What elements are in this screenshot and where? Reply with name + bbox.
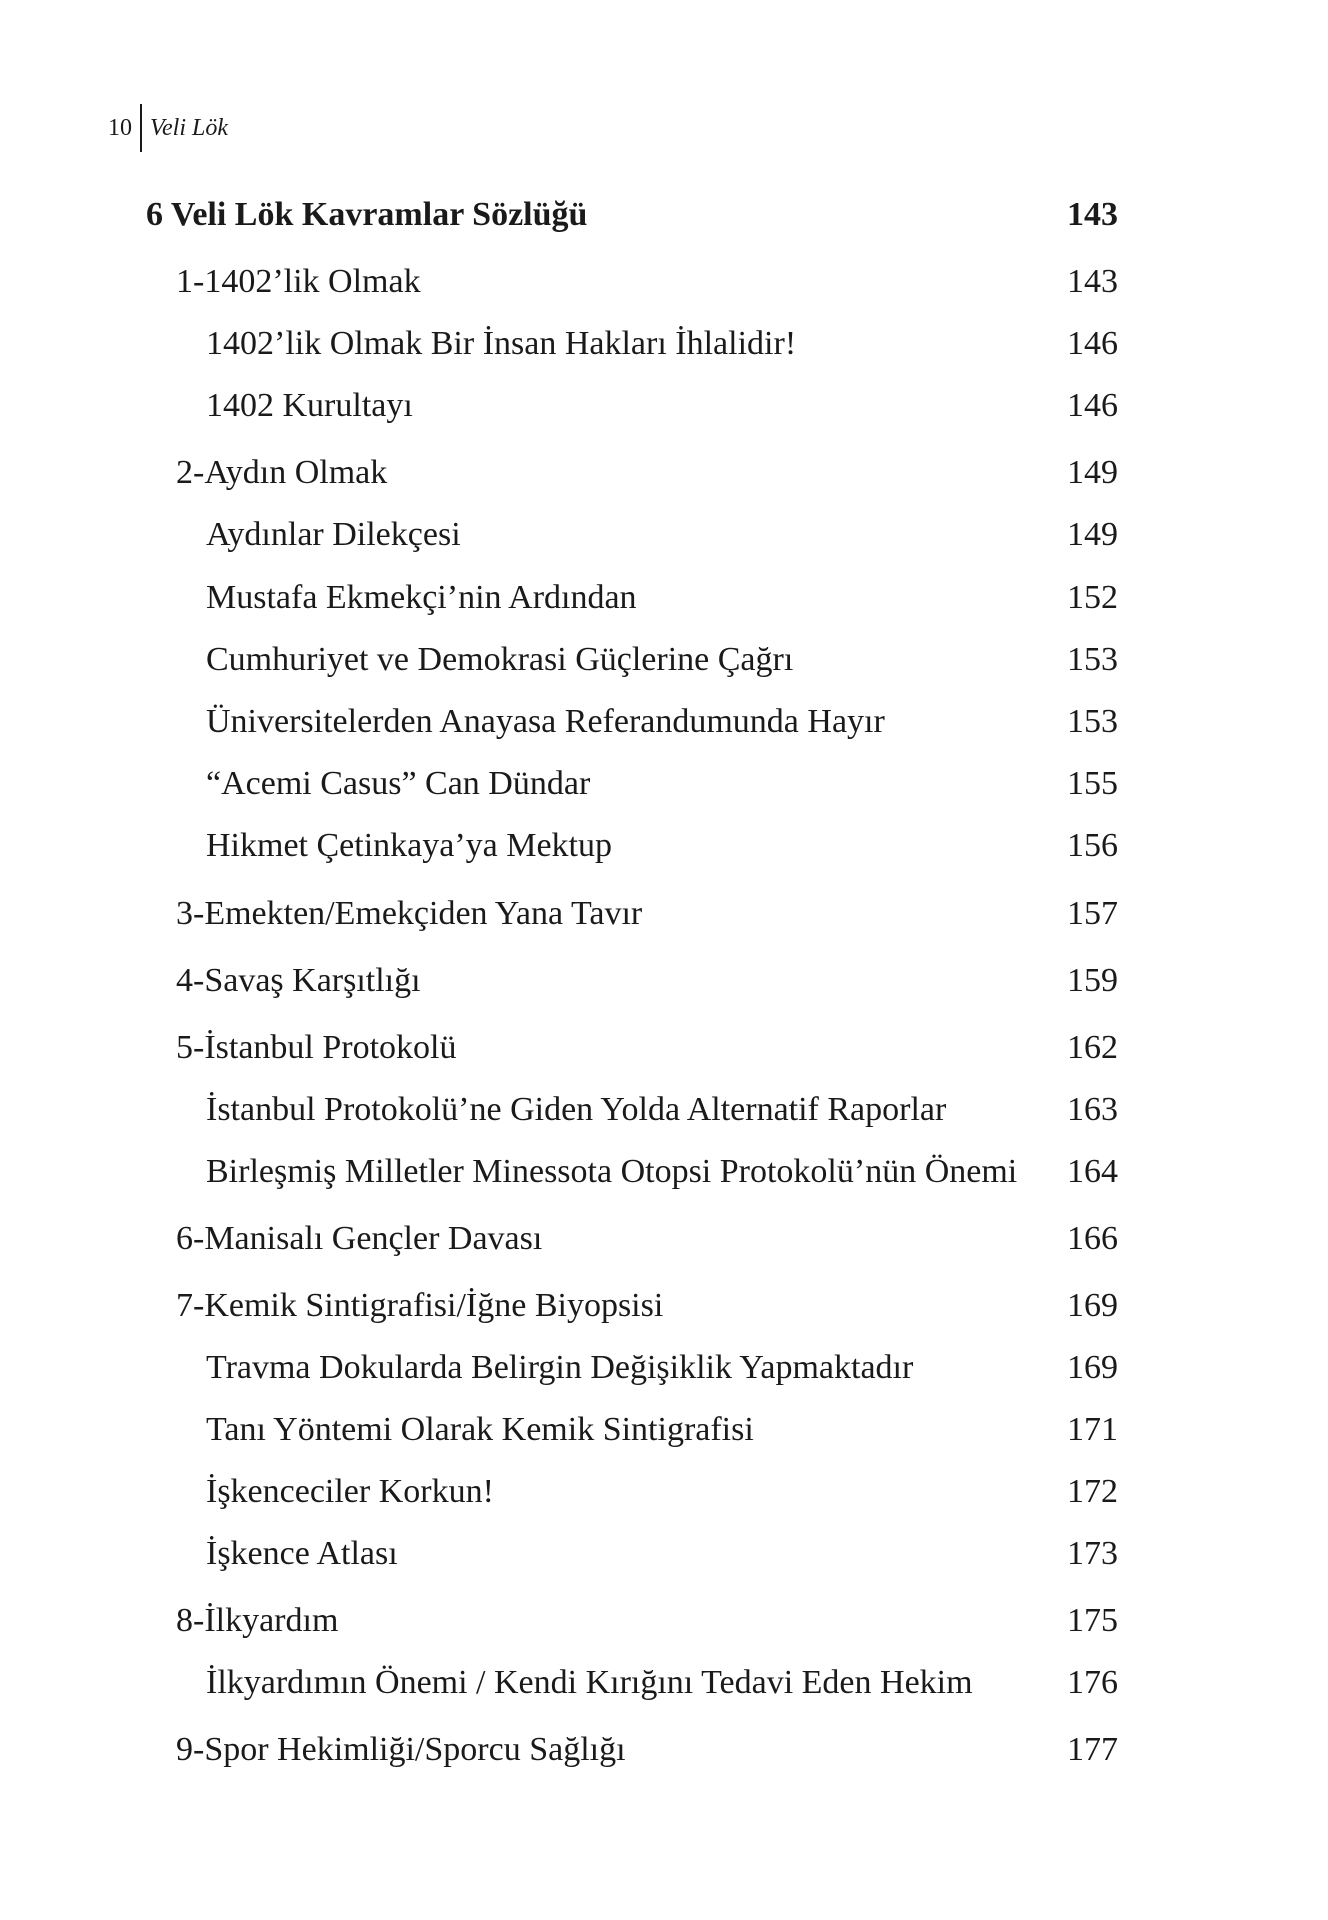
toc-entry-page: 159 <box>1067 962 1118 999</box>
toc-entry <box>0 1598 1328 1644</box>
toc-entry <box>0 699 1328 745</box>
toc-entry-title: İstanbul Protokolü’ne Giden Yolda Alternatif Raporlar <box>206 1091 947 1128</box>
page-number: 10 <box>108 114 132 141</box>
toc-entry-title: 1-1402’lik Olmak <box>176 263 421 300</box>
toc-entry-page: 169 <box>1067 1349 1118 1386</box>
toc-entry <box>0 823 1328 869</box>
toc-entry-title: 1402’lik Olmak Bir İnsan Hakları İhlalidir! <box>206 325 797 362</box>
toc-entry-title: Üniversitelerden Anayasa Referandumunda Hayır <box>206 703 885 740</box>
toc-entry-page: 153 <box>1067 641 1118 678</box>
toc-entry-title: İşkenceciler Korkun! <box>206 1473 494 1510</box>
toc-entry-title: İlkyardımın Önemi / Kendi Kırığını Tedavi Eden Hekim <box>206 1664 973 1701</box>
toc-entry-page: 164 <box>1067 1153 1118 1190</box>
toc-entry-title: İşkence Atlası <box>206 1535 398 1572</box>
toc-entry-page: 176 <box>1067 1664 1118 1701</box>
toc-entry <box>0 1025 1328 1071</box>
toc-entry-page: 153 <box>1067 703 1118 740</box>
toc-entry <box>0 1469 1328 1515</box>
toc-entry-title: 7-Kemik Sintigrafisi/İğne Biyopsisi <box>176 1287 664 1324</box>
toc-entry-title: 5-İstanbul Protokolü <box>176 1029 457 1066</box>
toc-entry-page: 172 <box>1067 1473 1118 1510</box>
toc-entry-page: 175 <box>1067 1602 1118 1639</box>
toc-entry <box>0 383 1328 429</box>
running-header <box>108 104 228 152</box>
toc-entry <box>0 1727 1328 1773</box>
toc-entry <box>0 575 1328 621</box>
toc-entry-title: Birleşmiş Milletler Minessota Otopsi Protokolü’nün Önemi <box>206 1153 1018 1190</box>
toc-entry-title: Cumhuriyet ve Demokrasi Güçlerine Çağrı <box>206 641 794 678</box>
toc-entry <box>0 450 1328 496</box>
toc-entry-page: 152 <box>1067 579 1118 616</box>
toc-entry <box>0 1087 1328 1133</box>
toc-entry-page: 171 <box>1067 1411 1118 1448</box>
toc-entry-page: 157 <box>1067 895 1118 932</box>
toc-entry-page: 163 <box>1067 1091 1118 1128</box>
toc-entry-page: 149 <box>1067 454 1118 491</box>
toc-entry <box>0 1531 1328 1577</box>
toc-entry <box>0 321 1328 367</box>
toc-entry-page: 169 <box>1067 1287 1118 1324</box>
toc-entry-title: 1402 Kurultayı <box>206 387 413 424</box>
toc-entry-title: 6-Manisalı Gençler Davası <box>176 1220 543 1257</box>
toc-entry <box>0 1149 1328 1195</box>
toc-entry-page: 143 <box>1067 263 1118 300</box>
toc-entry-page: 156 <box>1067 827 1118 864</box>
toc-entry-title: Hikmet Çetinkaya’ya Mektup <box>206 827 613 864</box>
toc-entry-page: 177 <box>1067 1731 1118 1768</box>
toc-entry <box>0 512 1328 558</box>
toc-entry-page: 143 <box>1067 196 1118 233</box>
toc-entry-title: Tanı Yöntemi Olarak Kemik Sintigrafisi <box>206 1411 754 1448</box>
toc-entry-title: Travma Dokularda Belirgin Değişiklik Yapmaktadır <box>206 1349 914 1386</box>
toc-entry-title: 9-Spor Hekimliği/Sporcu Sağlığı <box>176 1731 626 1768</box>
toc-entry <box>0 1345 1328 1391</box>
toc-entry <box>0 192 1328 238</box>
toc-entry-page: 146 <box>1067 325 1118 362</box>
toc-entry-page: 155 <box>1067 765 1118 802</box>
toc-entry <box>0 891 1328 937</box>
toc-entry-title: Mustafa Ekmekçi’nin Ardından <box>206 579 637 616</box>
toc-entry <box>0 761 1328 807</box>
toc-entry-title: Aydınlar Dilekçesi <box>206 516 461 553</box>
toc-entry <box>0 1283 1328 1329</box>
running-header-author: Veli Lök <box>150 114 228 141</box>
toc-entry-page: 173 <box>1067 1535 1118 1572</box>
toc-entry <box>0 1216 1328 1262</box>
toc-entry-page: 149 <box>1067 516 1118 553</box>
toc-entry-title: 3-Emekten/Emekçiden Yana Tavır <box>176 895 643 932</box>
toc-entry <box>0 1407 1328 1453</box>
toc-entry-title: “Acemi Casus” Can Dündar <box>206 765 591 802</box>
toc-entry <box>0 958 1328 1004</box>
toc-entry-page: 162 <box>1067 1029 1118 1066</box>
toc-entry-page: 166 <box>1067 1220 1118 1257</box>
toc-entry-title: 8-İlkyardım <box>176 1602 339 1639</box>
toc-entry-page: 146 <box>1067 387 1118 424</box>
toc-entry <box>0 1660 1328 1706</box>
toc-entry <box>0 259 1328 305</box>
toc-entry-title: 4-Savaş Karşıtlığı <box>176 962 421 999</box>
toc-entry-title: 2-Aydın Olmak <box>176 454 388 491</box>
toc-entry <box>0 637 1328 683</box>
toc-entry-title: 6 Veli Lök Kavramlar Sözlüğü <box>146 196 588 233</box>
